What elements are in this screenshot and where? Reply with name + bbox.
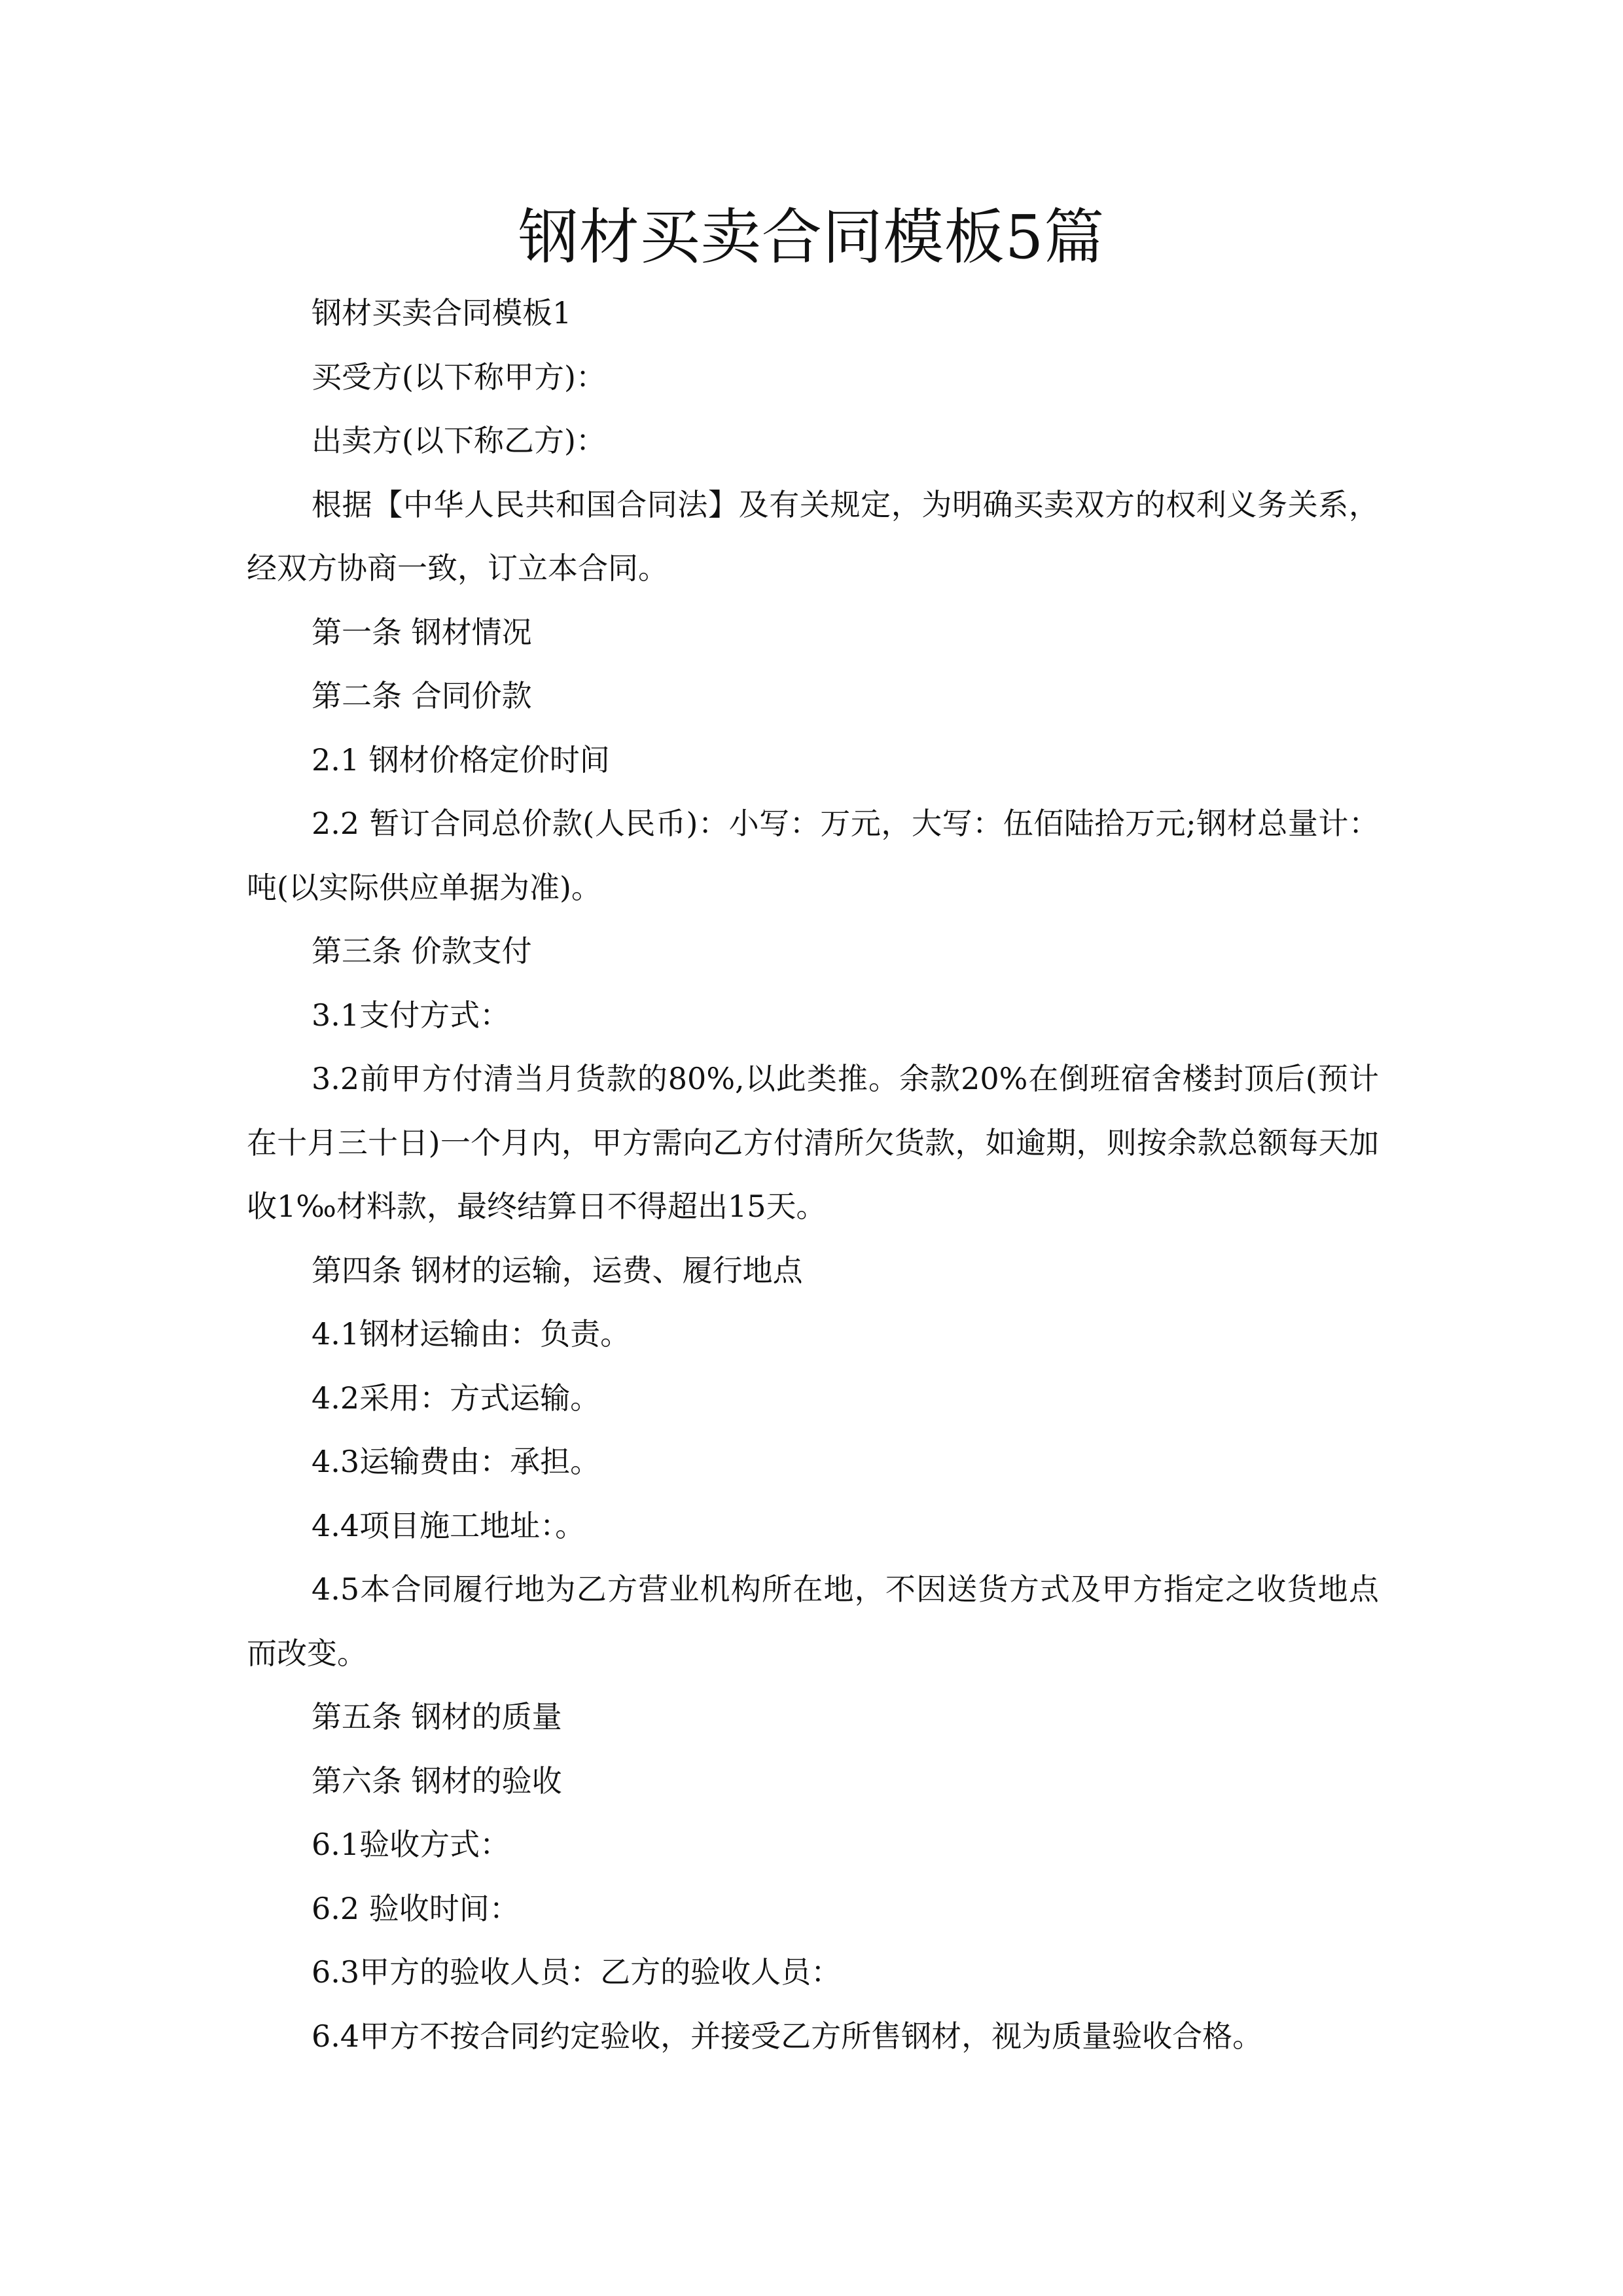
paragraph-6-4: 6.4甲方不按合同约定验收，并接受乙方所售钢材，视为质量验收合格。 xyxy=(312,2018,1263,2054)
paragraph-subtitle: 钢材买卖合同模板1 xyxy=(312,295,572,331)
paragraph-article-1: 第一条 钢材情况 xyxy=(312,614,532,650)
paragraph-article-4: 第四条 钢材的运输，运费、履行地点 xyxy=(312,1252,803,1288)
document-title: 钢材买卖合同模板5篇 xyxy=(518,202,1105,272)
paragraph-4-2: 4.2采用：方式运输。 xyxy=(312,1380,601,1416)
document-body xyxy=(247,281,1379,2068)
paragraph-2-2: 2.2 暂订合同总价款(人民币)：小写：万元，大写：伍佰陆拾万元;钢材总量计：吨(以实际供应单据为准)。 xyxy=(247,806,1379,905)
paragraph-6-1: 6.1验收方式： xyxy=(312,1827,510,1862)
paragraph-4-4: 4.4项目施工地址：。 xyxy=(312,1507,586,1543)
paragraph-preamble: 根据【中华人民共和国合同法】及有关规定，为明确买卖双方的权利义务关系，经双方协商一致，订立本合同。 xyxy=(247,486,1379,586)
paragraph-article-6: 第六条 钢材的验收 xyxy=(312,1763,562,1799)
paragraph-buyer: 买受方(以下称甲方)： xyxy=(312,359,606,395)
paragraph-4-5: 4.5本合同履行地为乙方营业机构所在地，不因送货方式及甲方指定之收货地点而改变。 xyxy=(247,1571,1379,1671)
paragraph-4-3: 4.3运输费由：承担。 xyxy=(312,1444,601,1479)
paragraph-6-2: 6.2 验收时间： xyxy=(312,1890,520,1926)
paragraph-article-5: 第五条 钢材的质量 xyxy=(312,1699,562,1734)
paragraph-2-1: 2.1 钢材价格定价时间 xyxy=(312,742,610,778)
paragraph-4-1: 4.1钢材运输由：负责。 xyxy=(312,1316,631,1352)
paragraph-3-2: 3.2前甲方付清当月货款的80%,以此类推。余款20%在倒班宿舍楼封顶后(预计在十月三十日)一个月内，甲方需向乙方付清所欠货款，如逾期，则按余款总额每天加收1‰材料款，最终结算日不得超出15天。 xyxy=(247,1061,1379,1224)
paragraph-6-3: 6.3甲方的验收人员：乙方的验收人员： xyxy=(312,1954,842,1990)
paragraph-article-3: 第三条 价款支付 xyxy=(312,933,532,969)
paragraph-article-2: 第二条 合同价款 xyxy=(312,678,532,713)
paragraph-seller: 出卖方(以下称乙方)： xyxy=(312,423,606,458)
paragraph-3-1: 3.1支付方式： xyxy=(312,997,510,1033)
